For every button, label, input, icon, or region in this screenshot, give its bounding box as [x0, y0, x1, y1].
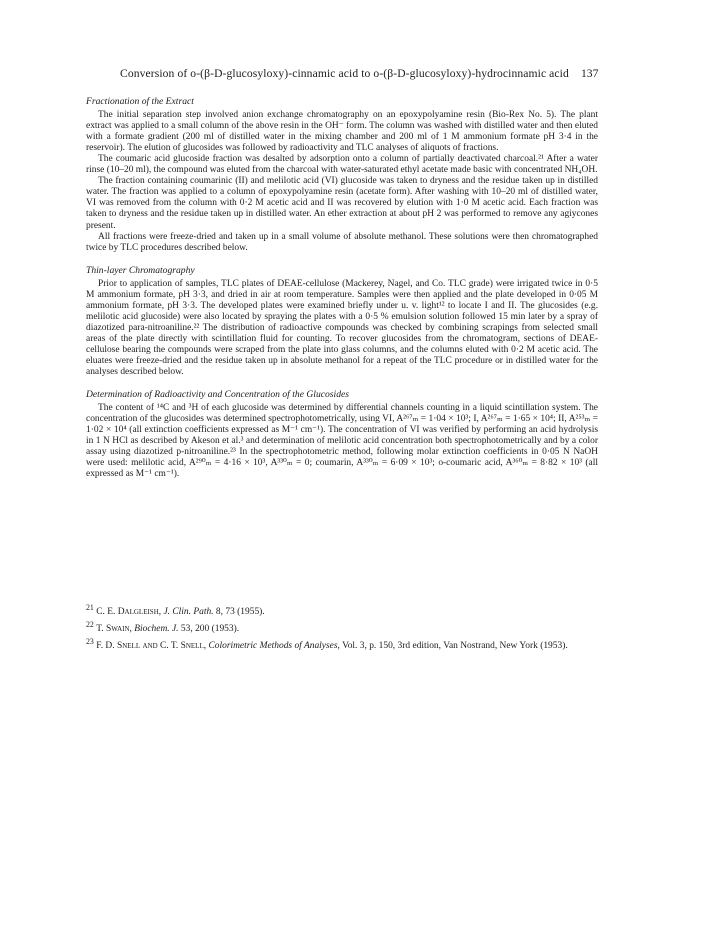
footnote-21 — [86, 602, 598, 618]
footnote-22 — [86, 619, 598, 635]
paragraph: The content of ¹⁴C and ³H of each glucoside was determined by differential channels counting in a liquid scintillation system. The concentration of the glucosides was determined spectrophotometrically, using VI, A²⁶⁷ₘ = 1·04 × 10³; I, A²⁶⁷ₘ = 1·65 × 10⁴; II, A²⁵³ₘ = 1·02 × 10⁴ (all extinction coefficients expressed as M⁻¹ cm⁻¹). The concentration of VI was verified by performing an acid hydrolysis in 1 N HCl as described by Akeson et al.³ and determination of melilotic acid concentration both spectrophotometrically and by a color assay using diazotized p-nitroaniline.²³ In the spectrophotometric method, following molar extinction coefficients in 0·05 N NaOH were used: melilotic acid, A²⁹⁰ₘ = 4·16 × 10³, A³³⁰ₘ = 0; coumarin, A³³⁰ₘ = 6·09 × 10³; o-coumaric acid, A³⁶⁰ₘ = 8·82 × 10³ (all expressed as M⁻¹ cm⁻¹). — [86, 403, 598, 480]
running-head-title: Conversion of o-(β-D-glucosyloxy)-cinnamic acid to o-(β-D-glucosyloxy)-hydrocinnamic acid — [120, 67, 569, 80]
footnote-citation: 53, 200 (1953). — [180, 624, 240, 635]
footnote-citation: 8, 73 (1955). — [215, 607, 265, 618]
paragraph: The coumaric acid glucoside fraction was desalted by adsorption onto a column of partially deactivated charcoal.²¹ After a water rinse (10–20 ml), the compound was eluted from the charcoal with water-saturated ethyl acetate made basic with concentrated NH₄OH. — [86, 154, 598, 176]
footnote-author: T. Swain, — [96, 624, 132, 635]
page-number: 137 — [581, 67, 599, 80]
footnote-book-title: Colorimetric Methods of Analyses, — [208, 641, 340, 652]
section-spacer — [86, 254, 598, 265]
footnote-author: F. D. Snell and C. T. Snell, — [96, 641, 207, 652]
footnote-journal: Biochem. J. — [134, 624, 179, 635]
body-text — [86, 96, 598, 481]
paragraph: The initial separation step involved anion exchange chromatography on an epoxypolyamine resin (Bio-Rex No. 5). The plant extract was applied to a small column of the above resin in the OH⁻ form. The column was washed with distilled water and then eluted with a formate gradient (200 ml of distilled water in the mixing chamber and 200 ml of 1 M ammonium formate pH 3·4 in the reservoir). The elution of glucosides was followed by radioactivity and TLC analyses of aliquots of fractions. — [86, 110, 598, 154]
footnote-number: 23 — [86, 636, 94, 646]
section-heading-tlc: Thin-layer Chromatography — [86, 264, 195, 276]
footnote-journal: J. Clin. Path. — [163, 607, 214, 618]
paragraph: All fractions were freeze-dried and taken up in a small volume of absolute methanol. These solutions were then chromatographed twice by TLC procedures described below. — [86, 231, 598, 253]
footnotes — [86, 602, 598, 653]
footnote-number: 22 — [86, 619, 94, 629]
section-heading-radioactivity: Determination of Radioactivity and Concentration of the Glucosides — [86, 389, 349, 401]
footnote-number: 21 — [86, 603, 94, 612]
footnote-23 — [86, 636, 598, 652]
footnote-author: C. E. Dalgleish, — [96, 607, 162, 618]
paragraph: Prior to application of samples, TLC plates of DEAE-cellulose (Mackerey, Nagel, and Co. TLC grade) were irrigated twice in 0·5 M ammonium formate, pH 3·3, and dried in air at room temperature. Samples were then applied and the plate developed in 0·05 M ammonium formate, pH 3·3. The developed plates were examined briefly under u. v. light¹² to locate I and II. The glucosides (e.g. melilotic acid glucoside) were also located by spraying the plates with a 0·5 % emulsion solution followed 15 min later by a spray of diazotized para-nitroaniline.²² The distribution of radioactive compounds was checked by combining scrapings from selected small areas of the plate directly with scintillation fluid for counting. To recover glucosides from the chromatogram, sections of DEAE-cellulose bearing the compounds were scraped from the plate into glass columns, and the columns eluted with 0·2 M acetic acid. The eluates were freeze-dried and the residue taken up in absolute methanol for a repeat of the TLC procedure or in distilled water for the analyses described below. — [86, 278, 598, 378]
section-spacer — [86, 378, 598, 389]
paragraph: The fraction containing coumarinic (II) and melilotic acid (VI) glucoside was taken to dryness and the residue taken up in distilled water. The fraction was applied to a column of epoxypolyamine resin (acetate form). After washing with 10–20 ml of distilled water, VI was removed from the column with 0·2 M acetic acid and II was recovered by elution with 1·0 M acetic acid. Each fraction was taken to dryness and the residue taken up in distilled water. An ether extraction at about pH 2 was performed to remove any agiycones present. — [86, 176, 598, 231]
section-heading-fractionation: Fractionation of the Extract — [86, 96, 194, 107]
footnote-citation: Vol. 3, p. 150, 3rd edition, Van Nostrand, New York (1953). — [342, 641, 568, 652]
